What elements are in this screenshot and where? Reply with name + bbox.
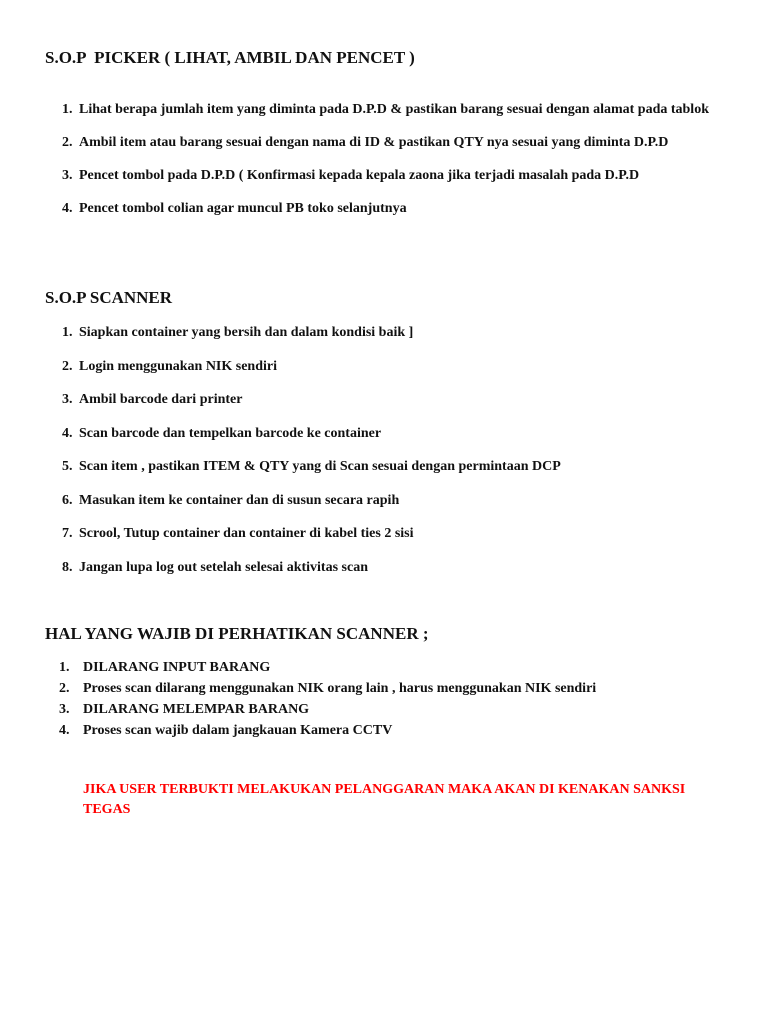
item-number: 1. [59, 660, 70, 675]
list-item [62, 166, 729, 186]
list-item [62, 199, 729, 219]
item-text: Proses scan wajib dalam jangkauan Kamera CCTV [83, 723, 393, 738]
list-item [62, 491, 729, 511]
list-item [62, 100, 729, 120]
item-text: Scrool, Tutup container dan container di kabel ties 2 sisi [79, 526, 414, 541]
item-text: Ambil barcode dari printer [79, 392, 243, 407]
item-number: 2. [62, 358, 73, 374]
item-number: 5. [62, 459, 73, 474]
item-number: 4. [62, 201, 73, 216]
item-text: Scan barcode dan tempelkan barcode ke container [79, 425, 382, 441]
item-text: Pencet tombol pada D.P.D ( Konfirmasi kepada kepala zaona jika terjadi masalah pada D.P.D [79, 168, 640, 183]
item-text: Scan item , pastikan ITEM & QTY yang di Scan sesuai dengan permintaan DCP [79, 459, 561, 474]
item-text: Lihat berapa jumlah item yang diminta pada D.P.D & pastikan barang sesuai dengan alamat pada tablok [79, 102, 709, 117]
list-item [59, 679, 733, 699]
list-item [59, 721, 733, 741]
list-item [62, 390, 729, 410]
item-number: 4. [59, 723, 70, 738]
item-text: DILARANG MELEMPAR BARANG [83, 702, 310, 717]
item-text: Login menggunakan NIK sendiri [79, 358, 277, 374]
list-item [59, 658, 733, 678]
list-item [62, 323, 729, 343]
item-text: Masukan item ke container dan di susun secara rapih [79, 492, 400, 508]
item-number: 1. [62, 325, 73, 340]
item-text: Siapkan container yang bersih dan dalam kondisi baik ] [79, 325, 414, 340]
item-number: 3. [59, 702, 70, 717]
sanction-warning: JIKA USER TERBUKTI MELAKUKAN PELANGGARAN MAKA AKAN DI KENAKAN SANKSI TEGAS [83, 782, 686, 817]
item-number: 8. [62, 559, 73, 575]
item-number: 4. [62, 425, 73, 441]
item-text: Ambil item atau barang sesuai dengan nama di ID & pastikan QTY nya sesuai yang diminta D.P.D [79, 135, 669, 150]
picker-steps-list [62, 100, 729, 219]
item-text: Proses scan dilarang menggunakan NIK orang lain , harus menggunakan NIK sendiri [83, 681, 597, 696]
item-text: DILARANG INPUT BARANG [83, 660, 271, 675]
item-number: 6. [62, 492, 73, 508]
item-text: Jangan lupa log out setelah selesai aktivitas scan [79, 559, 368, 575]
item-number: 2. [62, 135, 73, 150]
list-item [62, 424, 729, 444]
scanner-rules-list [59, 658, 733, 742]
item-text: Pencet tombol colian agar muncul PB toko selanjutnya [79, 201, 407, 216]
item-number: 3. [62, 168, 73, 183]
list-item [62, 558, 729, 578]
section-title-picker: S.O.P PICKER ( LIHAT, AMBIL DAN PENCET ) [45, 48, 415, 67]
scanner-steps-list [62, 323, 729, 578]
item-number: 7. [62, 526, 73, 541]
item-number: 1. [62, 102, 73, 117]
item-number: 3. [62, 392, 73, 407]
section-title-scanner-rules: HAL YANG WAJIB DI PERHATIKAN SCANNER ; [45, 624, 429, 643]
list-item [62, 357, 729, 377]
list-item [62, 133, 729, 153]
list-item [62, 457, 729, 477]
list-item [59, 700, 733, 720]
list-item [62, 524, 729, 544]
item-number: 2. [59, 681, 70, 696]
section-title-scanner: S.O.P SCANNER [45, 288, 173, 307]
